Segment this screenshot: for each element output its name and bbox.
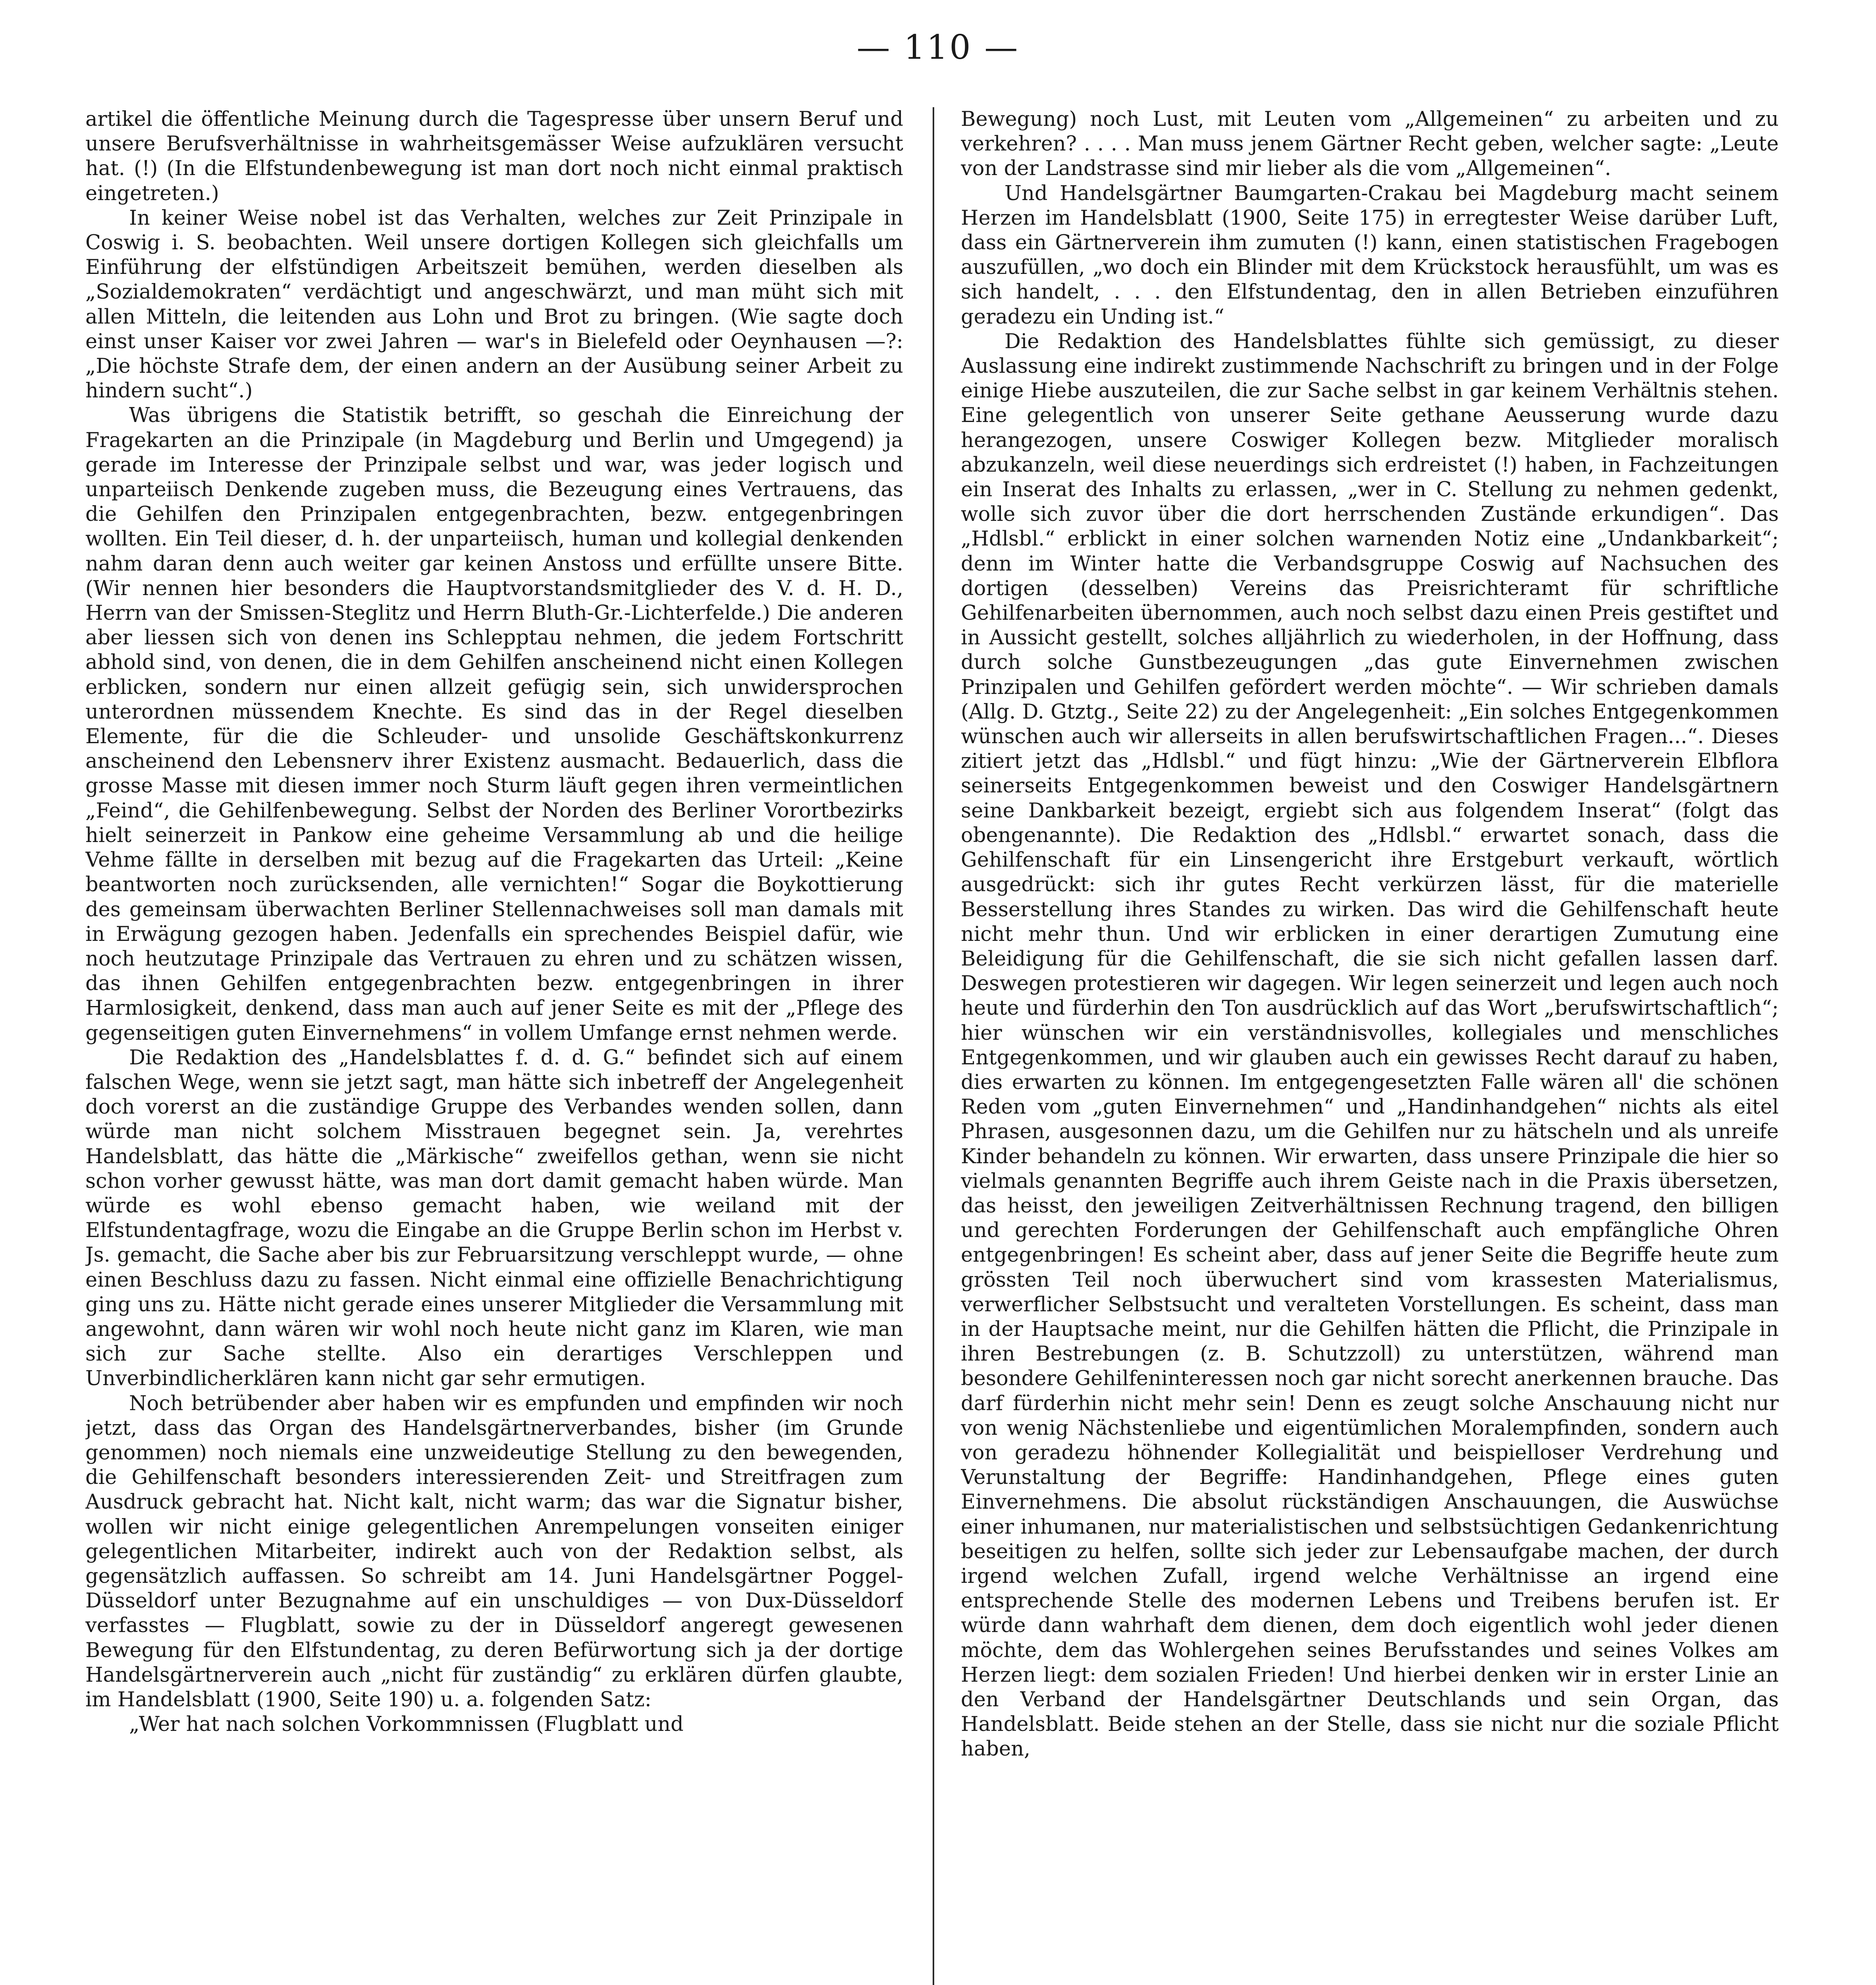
paragraph: Die Redaktion des Handelsblattes fühlte sich gemüssigt, zu dieser Auslassung eine indirekt zustimmende Nachschrift zu bringen und in der Folge einige Hiebe auszuteilen, die zur Sache selbst in gar keinem Verhältnis stehen. Eine gelegentlich von unserer Seite gethane Aeusserung wurde dazu herangezogen, unsere Coswiger Kollegen bezw. Mitglieder moralisch abzukanzeln, weil diese neuerdings sich erdreistet (!) haben, in Fachzeitungen ein Inserat des Inhalts zu erlassen, „wer in C. Stellung zu nehmen gedenkt, wolle sich zuvor über die dort herrschenden Zustände erkundigen“. Das „Hdlsbl.“ erblickt in einer solchen warnenden Notiz eine „Undankbarkeit“; denn im Winter hatte die Verbandsgruppe Coswig auf Nachsuchen des dortigen (desselben) Vereins das Preisrichteramt für schriftliche Gehilfenarbeiten übernommen, auch noch selbst dazu einen Preis gestiftet und in Aussicht gestellt, solches alljährlich zu wiederholen, in der Hoffnung, dass durch solche Gunstbezeugungen „das gute Einvernehmen zwischen Prinzipalen und Gehilfen gefördert werden möchte“. — Wir schrieben damals (Allg. D. Gtztg., Seite 22) zu der Angelegenheit: „Ein solches Entgegenkommen wünschen auch wir allerseits in allen berufswirtschaftlichen Fragen...“. Dieses zitiert jetzt das „Hdlsbl.“ und fügt hinzu: „Wie der Gärtnerverein Elbflora seinerseits Entgegenkommen beweist und den Coswiger Handelsgärtnern seine Dankbarkeit bezeigt, ergiebt sich aus folgendem Inserat“ (folgt das obengenannte). Die Redaktion des „Hdlsbl.“ erwartet sonach, dass die Gehilfenschaft für ein Linsengericht ihre Erstgeburt verkauft, wörtlich ausgedrückt: sich ihr gutes Recht verkürzen lässt, für die materielle Besserstellung ihres Standes zu wirken. Das wird die Gehilfenschaft heute nicht mehr thun. Und wir erblicken in einer derartigen Zumutung eine Beleidigung für die Gehilfenschaft, die sie sich nicht gefallen lassen darf. Deswegen protestieren wir dagegen. Wir legen seinerzeit und legen auch noch heute und fürderhin den Ton ausdrücklich auf das Wort „berufswirtschaftlich“; hier wünschen wir ein verständnisvolles, kollegiales und menschliches Entgegenkommen, und wir glauben auch ein gewisses Recht darauf zu haben, dies erwarten zu können. Im entgegengesetzten Falle wären all' die schönen Reden vom „guten Einvernehmen“ und „Handinhandgehen“ nichts als eitel Phrasen, ausgesonnen dazu, um die Gehilfen nur zu hätscheln und als unreife Kinder behandeln zu können. Wir erwarten, dass unsere Prinzipale die hier so vielmals genannten Begriffe auch ihrem Geiste nach in die Praxis übersetzen, das heisst, den jeweiligen Zeitverhältnissen Rechnung tragend, den billigen und gerechten Forderungen der Gehilfenschaft auch empfängliche Ohren entgegenbringen! Es scheint aber, dass auf jener Seite die Begriffe heute zum grössten Teil noch überwuchert sind vom krassesten Materialismus, verwerflicher Selbstsucht und veralteten Vorstellungen. Es scheint, dass man in der Hauptsache meint, nur die Gehilfen hätten die Pflicht, die Prinzipale in ihren Bestrebungen (z. B. Schutzzoll) zu unterstützen, während man besondere Gehilfeninteressen noch gar nicht sorecht anerkennen brauche. Das darf fürderhin nicht mehr sein! Denn es zeugt solche Anschauung nicht nur von wenig Nächstenliebe und eigentümlichen Moralempfinden, sondern auch von geradezu höhnender Kollegialität und beispielloser Verdrehung und Verunstaltung der Begriffe: Handinhandgehen, Pflege eines guten Einvernehmens. Die absolut rückständigen Anschauungen, die Auswüchse einer inhumanen, nur materialistischen und selbstsüchtigen Gedankenrichtung beseitigen zu helfen, sollte sich jeder zur Lebensaufgabe machen, der durch irgend welchen Zufall, irgend welche Verhältnisse an irgend eine entsprechende Stelle des modernen Lebens und Treibens berufen ist. Er würde dann wahrhaft dem dienen, dem doch eigentlich wohl jeder dienen möchte, dem das Wohlergehen seines Berufsstandes und seines Volkes am Herzen liegt: dem sozialen Frieden! Und hierbei denken wir in erster Linie an den Verband der Handelsgärtner Deutschlands und sein Organ, das Handelsblatt. Beide stehen an der Stelle, dass sie nicht nur die soziale Pflicht haben,: [961, 330, 1779, 1761]
paragraph: Was übrigens die Statistik betrifft, so geschah die Einreichung der Fragekarten an die Prinzipale (in Magdeburg und Berlin und Umgegend) ja gerade im Interesse der Prinzipale selbst und war, was jeder logisch und unparteiisch Denkende zugeben muss, die Bezeugung eines Vertrauens, das die Gehilfen den Prinzipalen entgegenbrachten, bezw. entgegenbringen wollten. Ein Teil dieser, d. h. der unparteiisch, human und kollegial denkenden nahm daran denn auch weiter gar keinen Anstoss und erfüllte unsere Bitte. (Wir nennen hier besonders die Hauptvorstandsmitglieder des V. d. H. D., Herrn van der Smissen-Steglitz und Herrn Bluth-Gr.-Lichterfelde.) Die anderen aber liessen sich von denen ins Schlepptau nehmen, die jedem Fortschritt abhold sind, von denen, die in dem Gehilfen anscheinend nicht einen Kollegen erblicken, sondern nur einen allzeit gefügig sein, sich unwidersprochen unterordnen müssendem Knechte. Es sind das in der Regel dieselben Elemente, für die die Schleuder- und unsolide Geschäftskonkurrenz anscheinend den Lebensnerv ihrer Existenz ausmacht. Bedauerlich, dass die grosse Masse mit diesen immer noch Sturm läuft gegen ihren vermeintlichen „Feind“, die Gehilfenbewegung. Selbst der Norden des Berliner Vorortbezirks hielt seinerzeit in Pankow eine geheime Versammlung ab und die heilige Vehme fällte in derselben mit bezug auf die Fragekarten das Urteil: „Keine beantworten noch zurücksenden, alle vernichten!“ Sogar die Boykottierung des gemeinsam überwachten Berliner Stellennachweises soll man damals mit in Erwägung gezogen haben. Jedenfalls ein sprechendes Beispiel dafür, wie noch heutzutage Prinzipale das Vertrauen zu ehren und zu schätzen wissen, das ihnen Gehilfen entgegenbrachten bezw. entgegenbringen in ihrer Harmlosigkeit, denkend, dass man auch auf jener Seite es mit der „Pflege des gegenseitigen guten Einvernehmens“ in vollem Umfange ernst nehmen werde.: [85, 404, 903, 1045]
paragraph: Die Redaktion des „Handelsblattes f. d. d. G.“ befindet sich auf einem falschen Wege, wenn sie jetzt sagt, man hätte sich inbetreff der Angelegenheit doch vorerst an die zuständige Gruppe des Verbandes wenden sollen, dann würde man nicht solchem Misstrauen begegnet sein. Ja, verehrtes Handelsblatt, das hätte die „Märkische“ zweifellos gethan, wenn sie nicht schon vorher gewusst hätte, was man dort damit gemacht haben würde. Man würde es wohl ebenso gemacht haben, wie weiland mit der Elfstundentagfrage, wozu die Eingabe an die Gruppe Berlin schon im Herbst v. Js. gemacht, die Sache aber bis zur Februarsitzung verschleppt wurde, — ohne einen Beschluss dazu zu fassen. Nicht einmal eine offizielle Benachrichtigung ging uns zu. Hätte nicht gerade eines unserer Mitglieder die Versammlung mit angewohnt, dann wären wir wohl noch heute nicht ganz im Klaren, wie man sich zur Sache stellte. Also ein derartiges Verschleppen und Unverbindlicherklären kann nicht gar sehr ermutigen.: [85, 1046, 903, 1391]
right-column: [961, 107, 1779, 1985]
page-number: — 110 —: [856, 28, 1020, 67]
paragraph: Und Handelsgärtner Baumgarten-Crakau bei Magdeburg macht seinem Herzen im Handelsblatt (1900, Seite 175) in erregtester Weise darüber Luft, dass ein Gärtnerverein ihm zumuten (!) kann, einen statistischen Fragebogen auszufüllen, „wo doch ein Blinder mit dem Krückstock herausfühlt, um was es sich handelt, . . . den Elfstundentag, den in allen Betrieben einzuführen geradezu ein Unding ist.“: [961, 181, 1779, 329]
paragraph: Noch betrübender aber haben wir es empfunden und empfinden wir noch jetzt, dass das Organ des Handelsgärtnerverbandes, bisher (im Grunde genommen) noch niemals eine unzweideutige Stellung zu den bewegenden, die Gehilfenschaft besonders interessierenden Zeit- und Streitfragen zum Ausdruck gebracht hat. Nicht kalt, nicht warm; das war die Signatur bisher, wollen wir nicht einige gelegentlichen Anrempelungen vonseiten einiger gelegentlichen Mitarbeiter, indirekt auch von der Redaktion selbst, als gegensätzlich auffassen. So schreibt am 14. Juni Handelsgärtner Poggel-Düsseldorf unter Bezugnahme auf ein unschuldiges — von Dux-Düsseldorf verfasstes — Flugblatt, sowie zu der in Düsseldorf angeregt gewesenen Bewegung für den Elfstundentag, zu deren Befürwortung sich ja der dortige Handelsgärtnerverein auch „nicht für zuständig“ zu erklären dürfen glaubte, im Handelsblatt (1900, Seite 190) u. a. folgenden Satz:: [85, 1391, 903, 1711]
paragraph: artikel die öffentliche Meinung durch die Tagespresse über unsern Beruf und unsere Berufsverhältnisse in wahrheitsgemässer Weise aufzuklären versucht hat. (!) (In die Elfstundenbewegung ist man dort noch nicht einmal praktisch eingetreten.): [85, 108, 903, 205]
quote-paragraph: „Wer hat nach solchen Vorkommnissen (Flugblatt und: [129, 1713, 684, 1736]
left-column: [85, 107, 903, 1985]
paragraph: Bewegung) noch Lust, mit Leuten vom „Allgemeinen“ zu arbeiten und zu verkehren? . . . . Man muss jenem Gärtner Recht geben, welcher sagte: „Leute von der Landstrasse sind mir lieber als die vom „Allgemeinen“.: [961, 108, 1779, 181]
column-divider: [933, 107, 934, 1985]
paragraph: In keiner Weise nobel ist das Verhalten, welches zur Zeit Prinzipale in Coswig i. S. beobachten. Weil unsere dortigen Kollegen sich gleichfalls um Einführung der elfstündigen Arbeitszeit bemühen, werden dieselben als „Sozialdemokraten“ verdächtigt und angeschwärzt, und man müht sich mit allen Mitteln, die leitenden aus Lohn und Brot zu bringen. (Wie sagte doch einst unser Kaiser vor zwei Jahren — war's in Bielefeld oder Oeynhausen —?: „Die höchste Strafe dem, der einen andern an der Ausübung seiner Arbeit zu hindern sucht“.): [85, 206, 903, 403]
